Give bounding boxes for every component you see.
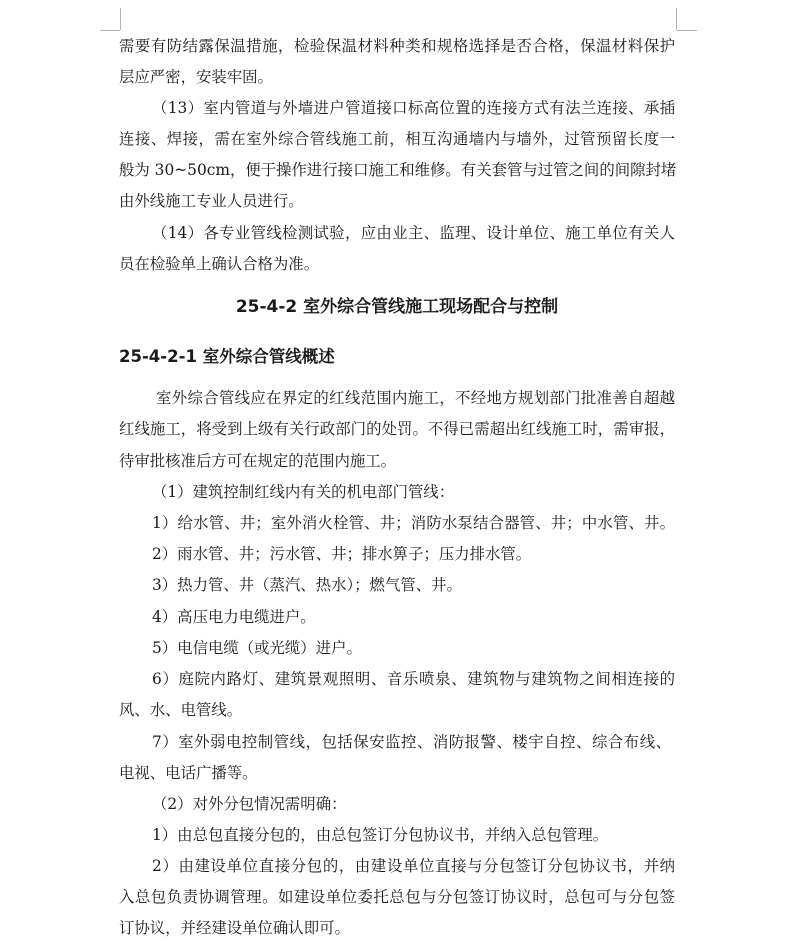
paragraph-line: 需要有防结露保温措施，检验保温材料种类和规格选择是否合格，保温材料保护 [119,37,675,55]
list-item: 2）由建设单位直接分包的，由建设单位直接与分包签订分包协议书，并纳 [152,857,675,875]
subsection-heading: 25-4-2-1 室外综合管线概述 [119,347,335,366]
paragraph-line: 般为 30~50cm，便于操作进行接口施工和维修。有关套管与过管之间的间隙封堵 [119,161,677,179]
paragraph-line: 由外线施工专业人员进行。 [119,192,304,210]
crop-mark-top-left-horizontal [100,30,120,31]
list-item: 5）电信电缆（或光缆）进户。 [152,639,362,657]
list-item: 3）热力管、井（蒸汽、热水）；燃气管、井。 [152,576,462,594]
item-13-line: （13）室内管道与外墙进户管道接口标高位置的连接方式有法兰连接、承插 [152,99,675,117]
list-item-continuation: 订协议，并经建设单位确认即可。 [119,919,350,937]
section-heading: 25-4-2 室外综合管线施工现场配合与控制 [235,297,559,317]
body-line: 室外综合管线应在界定的红线范围内施工，不经地方规划部门批准善自超越 [156,389,675,407]
list-item: 4）高压电力电缆进户。 [152,608,316,626]
list-item: 2）雨水管、井；污水管、井；排水箅子；压力排水管。 [152,545,532,563]
list-item: 6）庭院内路灯、建筑景观照明、音乐喷泉、建筑物与建筑物之间相连接的 [152,670,675,688]
item-14-line: （14）各专业管线检测试验，应由业主、监理、设计单位、施工单位有关人 [152,224,675,242]
paragraph-line: 层应严密，安装牢固。 [119,68,273,86]
paragraph-line: 员在检验单上确认合格为准。 [119,255,320,273]
crop-mark-top-right-horizontal [677,30,697,31]
list-heading-2: （2）对外分包情况需明确： [152,795,347,813]
list-item-continuation: 风、水、电管线。 [119,701,243,719]
crop-mark-top-right [676,8,677,30]
list-heading-1: （1）建筑控制红线内有关的机电部门管线： [152,483,455,501]
list-item-continuation: 电视、电话广播等。 [119,764,258,782]
paragraph-line: 连接、焊接，需在室外综合管线施工前，相互沟通墙内与墙外，过管预留长度一 [119,130,675,148]
list-item: 7）室外弱电控制管线，包括保安监控、消防报警、楼宇自控、综合布线、 [152,733,671,751]
list-item: 1）由总包直接分包的，由总包签订分包协议书，并纳入总包管理。 [152,826,609,844]
crop-mark-top-left [120,8,121,30]
list-item-continuation: 入总包负责协调管理。如建设单位委托总包与分包签订协议时，总包可与分包签 [119,888,675,906]
body-line: 红线施工，将受到上级有关行政部门的处罚。不得已需超出红线施工时，需审报， [119,420,675,438]
body-line: 待审批核准后方可在规定的范围内施工。 [119,452,397,470]
list-item: 1）给水管、井；室外消火栓管、井；消防水泵结合器管、井；中水管、井。 [152,514,675,532]
